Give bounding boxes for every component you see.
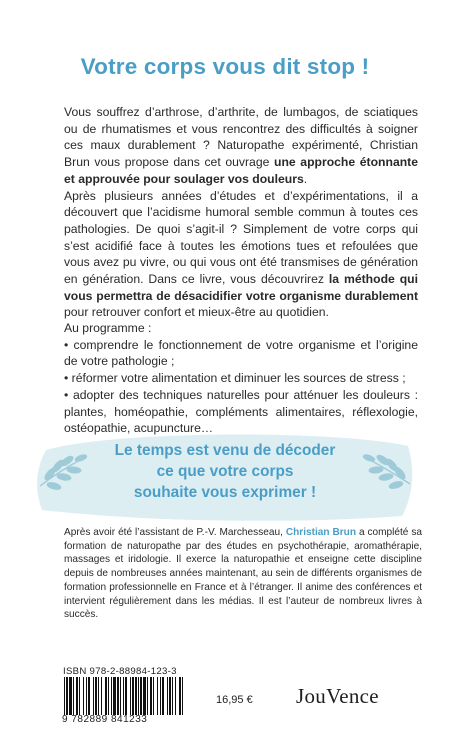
barcode-bar (162, 677, 164, 715)
barcode-bar (130, 677, 131, 715)
barcode-bar (140, 677, 142, 715)
barcode-bar (95, 677, 97, 715)
bio-text: a complété sa formation de naturopathe par des études en psychothérapie, aromathérapie, massages et iridologie. Il exerce la naturopathie et enseigne cette discipline depuis de nombreuses années maintenant, au sein de différents organismes de formation professionnelle en France et à l’étranger. Il anime des conférences et intervient régulièrement dans les médias. Il est l’auteur de nombreux livres à succès. (64, 527, 422, 621)
barcode-bar (101, 677, 102, 715)
barcode-bar (83, 677, 84, 715)
barcode-bar (150, 677, 152, 715)
barcode-bar (143, 677, 146, 715)
barcode-bar (179, 677, 181, 715)
barcode-bar (108, 677, 109, 715)
barcode-bar (169, 677, 171, 715)
barcode-bar (66, 677, 68, 715)
barcode-bar (175, 677, 176, 715)
barcode-bar (160, 677, 161, 715)
banner-line: ce que votre corps (156, 463, 294, 480)
barcode-bar (147, 677, 148, 715)
bio-text: Après avoir été l’assistant de P.-V. Marchesseau, (64, 527, 286, 538)
barcode-bar (86, 677, 87, 715)
program-item: • comprendre le fonctionnement de votre organisme et l’origine de votre pathologie ; (64, 337, 418, 369)
barcode-bar (111, 677, 112, 715)
barcode-bar (76, 677, 78, 715)
description-text: pour retrouver confort et mieux-être au quotidien. (64, 305, 329, 320)
publisher-logo: JouVence (296, 684, 379, 708)
banner-quote (36, 440, 414, 503)
description-paragraph-2 (64, 188, 418, 322)
barcode-bar (113, 677, 116, 715)
description-text: Après plusieurs années d’études et d’expérimentations, il a découvert que l’acidisme humoral semble commun à toutes ces pathologies. De quoi s’agit-il ? Simplement de votre corps qui s’est acidifié face à toutes les émotions tues et refoulées que vous avez pu vivre, ou qui vous ont été transmises de génération en génération. Dans ce livre, vous découvrirez (64, 188, 418, 287)
author-bio (64, 526, 422, 622)
author-name: Christian Brun (285, 527, 357, 538)
barcode-bar (73, 677, 74, 715)
barcode-bar (98, 677, 99, 715)
banner-line: Le temps est venu de décoder (114, 442, 336, 459)
barcode-bar (167, 677, 168, 715)
barcode-icon (64, 677, 184, 715)
barcode-bar (64, 677, 65, 715)
program-item: • réformer votre alimentation et diminuer les sources de stress ; (64, 371, 406, 386)
barcode-bar (135, 677, 137, 715)
description-highlight: une approche étonnante et approuvée pour soulager vos douleurs (64, 155, 418, 186)
barcode-bar (79, 677, 80, 715)
program-heading: Au programme : (64, 321, 152, 335)
price: 16,95 € (216, 694, 253, 706)
description-text: Vous souffrez d’arthrose, d’arthrite, de lumbagos, de sciatiques ou de rhumatismes et vous rencontrez des difficultés à soigner ces maux durablement ? Naturopathe expérimenté, Christian Brun vous propose dans cet ouvrage (64, 105, 418, 170)
program-list (64, 337, 418, 437)
program-item: • adopter des techniques naturelles pour atténuer les douleurs : plantes, homéopathie, compléments alimentaires, réflexologie, ostéopathie, acupuncture… (64, 387, 418, 436)
barcode-bar (132, 677, 134, 715)
banner-line: souhaite vous exprimer ! (133, 484, 317, 501)
barcode-bar (157, 677, 158, 715)
back-cover-title: Votre corps vous dit stop ! (80, 54, 370, 79)
barcode-bar (105, 677, 107, 715)
barcode-bar (172, 677, 173, 715)
barcode-bar (88, 677, 90, 715)
description-text: . (303, 171, 308, 186)
barcode-number: 9 782889 841233 (62, 714, 148, 725)
description-highlight: la méthode qui vous permettra de désacidifier votre organisme durablement (64, 272, 419, 303)
barcode-bar (125, 677, 127, 715)
barcode-bar (123, 677, 124, 715)
barcode-bar (117, 677, 119, 715)
description-paragraph-1 (64, 104, 418, 188)
barcode-bar (120, 677, 121, 715)
description (64, 104, 418, 321)
barcode-bar (138, 677, 139, 715)
barcode-bar (182, 677, 183, 715)
barcode-bar (93, 677, 94, 715)
isbn-label: ISBN 978-2-88984-123-3 (63, 666, 177, 677)
barcode-bar (153, 677, 154, 715)
barcode-bar (69, 677, 72, 715)
program-section (64, 320, 418, 437)
quote-banner (36, 428, 414, 522)
